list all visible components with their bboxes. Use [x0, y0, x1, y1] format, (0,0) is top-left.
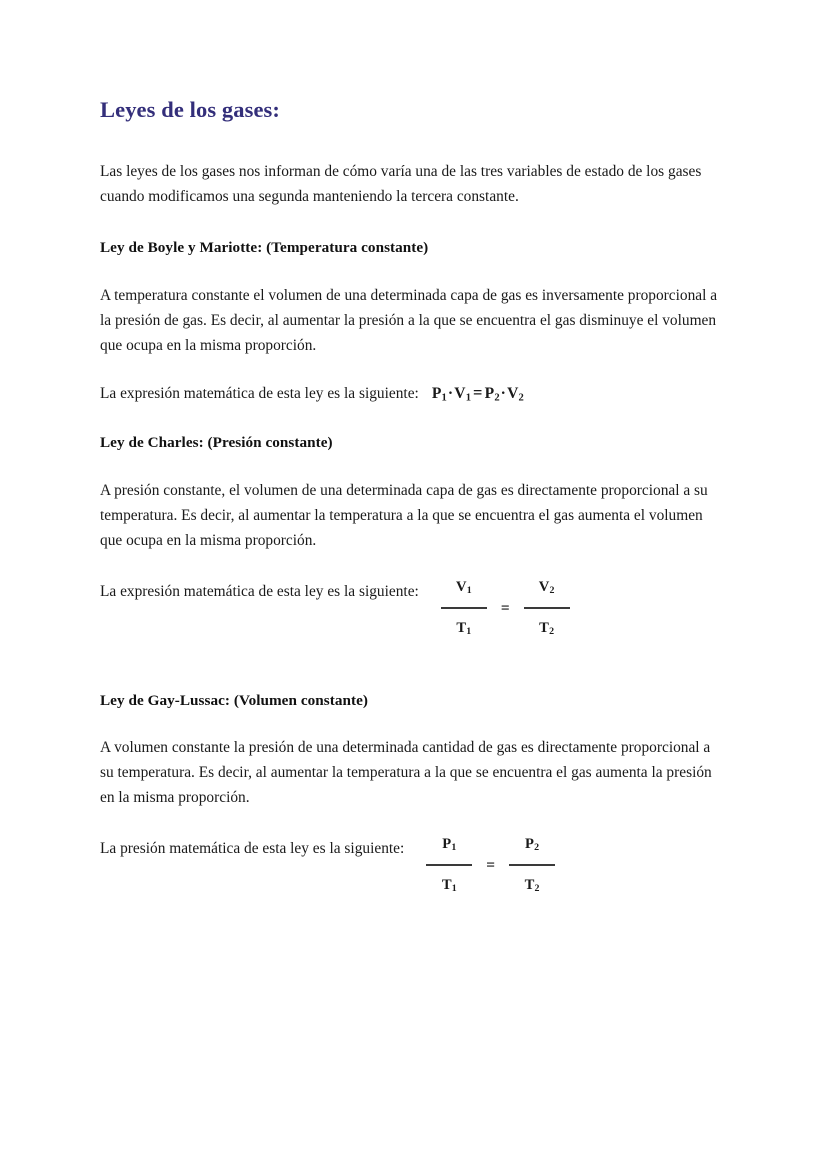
fraction-numerator	[450, 576, 478, 600]
var-p: P	[525, 836, 535, 852]
document-content	[100, 96, 722, 898]
var-p: P	[442, 836, 452, 852]
formula-term-v2	[507, 385, 524, 402]
sub-1: 1	[465, 392, 472, 404]
spacer	[100, 124, 722, 160]
sub-1: 1	[451, 842, 457, 854]
var-t: T	[524, 876, 535, 893]
section-boyle	[100, 236, 722, 407]
var-v: V	[455, 578, 467, 595]
formula-term-v1	[454, 385, 471, 402]
multiplication-dot-icon: ·	[500, 385, 507, 403]
spacer	[100, 407, 722, 431]
equals-sign: =	[473, 383, 483, 403]
spacer	[100, 641, 722, 689]
fraction-denominator	[533, 617, 560, 641]
fraction-numerator	[436, 833, 462, 857]
formula-charles	[441, 576, 570, 641]
fraction-left	[426, 833, 472, 898]
sub-2: 2	[549, 585, 555, 596]
section-charles	[100, 431, 722, 640]
var-t: T	[539, 619, 550, 636]
fraction-numerator	[519, 833, 545, 857]
fraction-bar	[426, 864, 472, 866]
formula-lead-boyle: La expresión matemática de esta ley es la siguiente:	[100, 385, 419, 403]
section-heading-gay-lussac: Ley de Gay-Lussac: (Volumen constante)	[100, 691, 368, 709]
multiplication-dot-icon: ·	[447, 385, 454, 403]
formula-line-charles	[100, 576, 722, 641]
page-title: Leyes de los gases:	[100, 97, 281, 122]
section-body-gay-lussac: A volumen constante la presión de una determinada cantidad de gas es directamente proporcional a su temperatura. Es decir, al aumentar la temperatura a la que se encuentra el gas aumenta la presión en la misma proporción.	[100, 739, 712, 807]
var-v: V	[454, 385, 466, 403]
fraction-right	[524, 576, 570, 641]
formula-line-gay-lussac	[100, 833, 722, 898]
var-t: T	[441, 876, 452, 893]
section-body-charles: A presión constante, el volumen de una determinada capa de gas es directamente proporcional a su temperatura. Es decir, al aumentar la temperatura a la que se encuentra el gas aumenta el volumen que ocupa en la misma proporción.	[100, 481, 708, 549]
sub-2: 2	[534, 882, 540, 894]
spacer	[100, 358, 722, 380]
fraction-bar	[509, 864, 555, 866]
formula-lead-gay-lussac: La presión matemática de esta ley es la siguiente:	[100, 840, 405, 857]
fraction-denominator	[450, 617, 477, 641]
sub-2: 2	[549, 625, 555, 637]
section-gay-lussac	[100, 689, 722, 898]
sub-2: 2	[494, 392, 500, 404]
var-t: T	[456, 619, 467, 636]
fraction-left	[441, 576, 487, 641]
equals-sign: =	[486, 856, 496, 874]
spacer	[100, 554, 722, 576]
formula-boyle	[432, 380, 524, 407]
sub-1: 1	[441, 392, 447, 404]
var-p: P	[484, 385, 495, 403]
fraction-numerator	[533, 576, 561, 600]
var-v: V	[507, 385, 519, 403]
formula-lead-charles: La expresión matemática de esta ley es la siguiente:	[100, 582, 419, 600]
equals-sign: =	[500, 599, 510, 617]
fraction-denominator	[436, 874, 463, 898]
formula-line-boyle	[100, 380, 722, 407]
fraction-right	[509, 833, 555, 898]
fraction-bar	[441, 607, 487, 609]
formula-gay-lussac	[426, 833, 555, 898]
spacer	[100, 811, 722, 833]
sub-1: 1	[466, 625, 472, 637]
formula-term-p1	[432, 385, 447, 402]
spacer	[100, 210, 722, 236]
formula-term-p2	[485, 385, 500, 402]
sub-2: 2	[518, 392, 524, 404]
var-p: P	[431, 385, 442, 403]
spacer	[100, 260, 722, 284]
sub-1: 1	[466, 585, 472, 596]
sub-1: 1	[451, 882, 457, 894]
spacer	[100, 455, 722, 479]
fraction-denominator	[519, 874, 546, 898]
spacer	[100, 712, 722, 736]
section-heading-boyle: Ley de Boyle y Mariotte: (Temperatura constante)	[100, 239, 429, 257]
intro-paragraph: Las leyes de los gases nos informan de cómo varía una de las tres variables de estado de los gases cuando modificamos una segunda manteniendo la tercera constante.	[100, 163, 702, 206]
var-v: V	[538, 578, 550, 595]
fraction-bar	[524, 607, 570, 609]
sub-2: 2	[534, 842, 540, 854]
section-body-boyle: A temperatura constante el volumen de una determinada capa de gas es inversamente proporcional a la presión de gas. Es decir, al aumentar la presión a la que se encuentra el gas disminuye el volumen que ocupa en la misma proporción.	[100, 286, 718, 354]
section-heading-charles: Ley de Charles: (Presión constante)	[100, 434, 333, 452]
